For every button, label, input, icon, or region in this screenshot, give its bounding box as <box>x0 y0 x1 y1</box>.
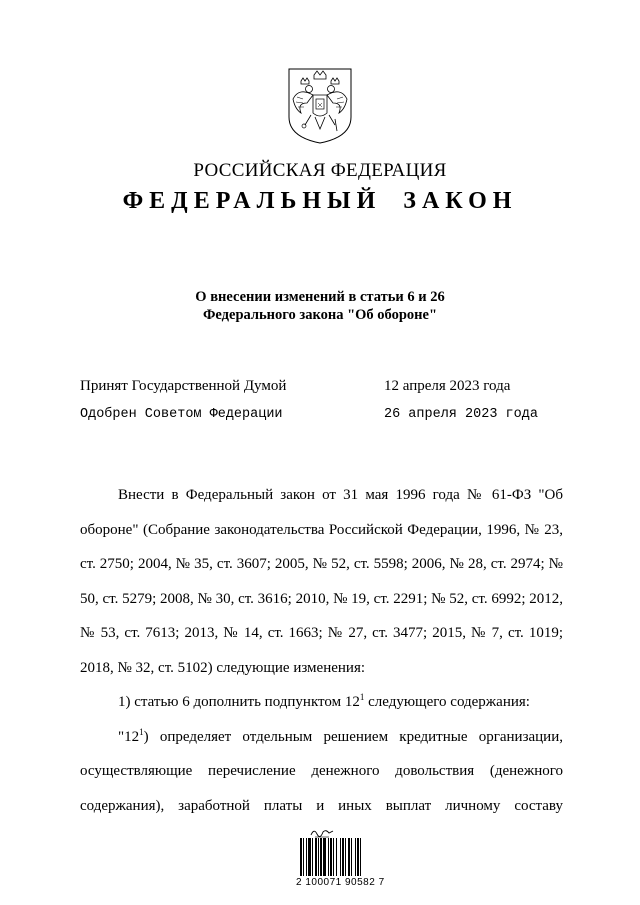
barcode-bar <box>320 838 322 876</box>
country-name: РОССИЙСКАЯ ФЕДЕРАЦИЯ <box>193 160 447 181</box>
barcode-bar <box>342 838 344 876</box>
barcode-bar <box>357 838 359 876</box>
council-approval-date: 26 апреля 2023 года <box>384 407 538 422</box>
barcode-bar <box>336 838 337 876</box>
barcode-bar <box>306 838 307 876</box>
barcode-bar <box>345 838 346 876</box>
barcode-bar <box>300 838 302 876</box>
barcode-bar <box>318 838 319 876</box>
barcode-bar <box>333 838 334 876</box>
item-1-superscript: 1 <box>359 692 365 702</box>
barcode-bar <box>312 838 313 876</box>
law-title-line-1: О внесении изменений в статьи 6 и 26 <box>195 289 445 305</box>
council-approval-label: Одобрен Советом Федерации <box>80 407 283 422</box>
law-body <box>80 478 563 823</box>
signature-mark-icon <box>309 826 335 838</box>
duma-adoption-date: 12 апреля 2023 года <box>384 378 511 394</box>
barcode-bar <box>348 838 350 876</box>
barcode-bar <box>328 838 329 876</box>
quoted-subparagraph <box>80 720 563 824</box>
law-title <box>0 288 640 324</box>
coat-of-arms-icon <box>287 67 353 144</box>
amendment-item-1 <box>80 685 563 720</box>
barcode-bar <box>323 838 326 876</box>
barcode-bar <box>355 838 356 876</box>
law-title-line-2: Федерального закона "Об обороне" <box>202 307 438 323</box>
barcode-icon <box>300 838 386 876</box>
item-1-prefix: 1) статью 6 дополнить подпунктом 12 <box>118 694 360 710</box>
duma-adoption-label: Принят Государственной Думой <box>80 378 287 394</box>
barcode-bar <box>330 838 332 876</box>
barcode-bar <box>308 838 311 876</box>
barcode-bar <box>315 838 317 876</box>
quote-superscript: 1 <box>139 726 144 737</box>
document-type: ФЕДЕРАЛЬНЫЙ ЗАКОН <box>122 188 518 214</box>
intro-paragraph: Внести в Федеральный закон от 31 мая 1996 года № 61-ФЗ "Об обороне" (Собрание законодательства Российской Федерации, 1996, № 23, ст. 2750; 2004, № 35, ст. 3607; 2005, № 52, ст. 5598; 2006, № 28, ст. 2974; № 50, ст. 5279; 2008, № 30, ст. 3616; 2010, № 19, ст. 2291; № 52, ст. 6992; 2012, № 53, ст. 7613; 2013, № 14, ст. 1663; № 27, ст. 3477; 2015, № 7, ст. 1019; 2018, № 32, ст. 5102) следующие изменения: <box>80 487 563 676</box>
barcode-bar <box>360 838 361 876</box>
quote-prefix: "12 <box>118 728 140 745</box>
item-1-suffix: следующего содержания: <box>364 694 530 710</box>
barcode-bar <box>340 838 341 876</box>
barcode-bar <box>351 838 352 876</box>
barcode-number: 2 100071 90582 7 <box>296 877 385 888</box>
quote-text: ) определяет отдельным решением кредитные организации, осуществляющие перечисление денежного довольствия (денежного содержания), заработной платы и иных выплат личному составу <box>80 728 563 814</box>
barcode-bar <box>303 838 304 876</box>
